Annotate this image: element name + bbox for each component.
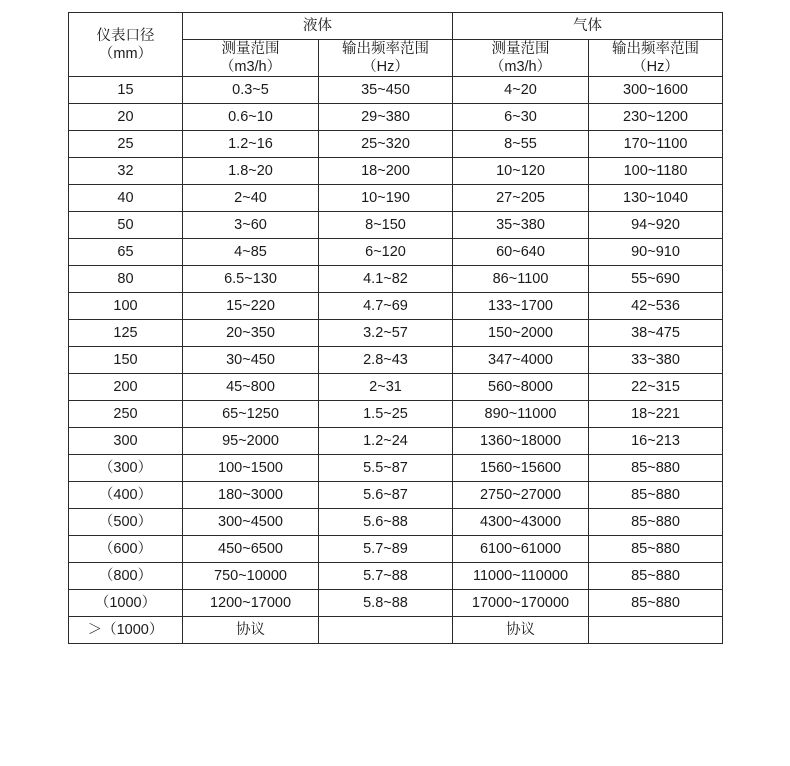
header-gas: 气体	[453, 13, 723, 40]
cell-gas-frequency: 94~920	[589, 212, 723, 239]
header-nominal-diameter-line1: 仪表口径	[96, 27, 155, 44]
cell-gas-frequency: 130~1040	[589, 185, 723, 212]
header-gas-frequency-range-line2: （Hz）	[632, 59, 679, 76]
cell-dn: 50	[69, 212, 183, 239]
table-row	[69, 482, 723, 509]
header-liquid-measuring-range-line2: （m3/h）	[219, 59, 282, 76]
cell-gas-frequency: 85~880	[589, 482, 723, 509]
cell-dn: 100	[69, 293, 183, 320]
cell-dn: 32	[69, 158, 183, 185]
cell-liquid-frequency: 1.2~24	[319, 428, 453, 455]
cell-liquid-range: 0.3~5	[183, 77, 319, 104]
cell-gas-frequency: 16~213	[589, 428, 723, 455]
header-liquid-frequency-range-line1: 输出频率范围	[342, 41, 429, 57]
cell-liquid-frequency: 10~190	[319, 185, 453, 212]
cell-dn: （1000）	[69, 590, 183, 617]
table-row	[69, 212, 723, 239]
cell-liquid-frequency	[319, 617, 453, 644]
cell-liquid-range: 95~2000	[183, 428, 319, 455]
cell-liquid-range: 1.2~16	[183, 131, 319, 158]
cell-gas-frequency: 85~880	[589, 509, 723, 536]
cell-gas-range: 1360~18000	[453, 428, 589, 455]
cell-liquid-range: 0.6~10	[183, 104, 319, 131]
cell-gas-frequency: 38~475	[589, 320, 723, 347]
table-row	[69, 374, 723, 401]
cell-liquid-range: 1200~17000	[183, 590, 319, 617]
cell-liquid-range: 30~450	[183, 347, 319, 374]
cell-gas-frequency: 33~380	[589, 347, 723, 374]
spec-table-container	[68, 12, 722, 644]
cell-gas-frequency: 22~315	[589, 374, 723, 401]
header-gas-frequency-range	[589, 40, 723, 77]
cell-gas-range: 27~205	[453, 185, 589, 212]
header-gas-measuring-range-line2: （m3/h）	[489, 59, 552, 76]
cell-liquid-range: 2~40	[183, 185, 319, 212]
table-row	[69, 77, 723, 104]
cell-gas-range: 347~4000	[453, 347, 589, 374]
cell-dn: ＞（1000）	[69, 617, 183, 644]
cell-gas-range: 133~1700	[453, 293, 589, 320]
cell-liquid-frequency: 8~150	[319, 212, 453, 239]
table-row	[69, 131, 723, 158]
cell-dn: （500）	[69, 509, 183, 536]
cell-liquid-range: 3~60	[183, 212, 319, 239]
cell-gas-range: 6100~61000	[453, 536, 589, 563]
cell-gas-frequency: 300~1600	[589, 77, 723, 104]
cell-gas-frequency: 170~1100	[589, 131, 723, 158]
header-liquid-measuring-range	[183, 40, 319, 77]
table-row	[69, 185, 723, 212]
cell-gas-frequency: 85~880	[589, 455, 723, 482]
cell-dn: 40	[69, 185, 183, 212]
cell-liquid-frequency: 6~120	[319, 239, 453, 266]
cell-gas-range: 2750~27000	[453, 482, 589, 509]
table-row	[69, 428, 723, 455]
header-nominal-diameter	[69, 13, 183, 77]
cell-liquid-range: 6.5~130	[183, 266, 319, 293]
cell-dn: 300	[69, 428, 183, 455]
cell-liquid-frequency: 2~31	[319, 374, 453, 401]
cell-liquid-range: 45~800	[183, 374, 319, 401]
header-gas-frequency-range-line1: 输出频率范围	[612, 41, 699, 57]
cell-gas-range: 4~20	[453, 77, 589, 104]
cell-liquid-frequency: 5.8~88	[319, 590, 453, 617]
cell-gas-frequency	[589, 617, 723, 644]
header-gas-measuring-range-line1: 测量范围	[491, 41, 550, 57]
cell-liquid-range: 20~350	[183, 320, 319, 347]
table-row	[69, 509, 723, 536]
table-row	[69, 590, 723, 617]
cell-liquid-frequency: 29~380	[319, 104, 453, 131]
cell-gas-range: 35~380	[453, 212, 589, 239]
cell-gas-range: 150~2000	[453, 320, 589, 347]
cell-gas-frequency: 85~880	[589, 563, 723, 590]
table-row	[69, 536, 723, 563]
table-body	[69, 77, 723, 644]
cell-gas-frequency: 100~1180	[589, 158, 723, 185]
header-gas-measuring-range	[453, 40, 589, 77]
table-head	[69, 13, 723, 77]
cell-liquid-range: 65~1250	[183, 401, 319, 428]
table-row	[69, 293, 723, 320]
cell-gas-range: 8~55	[453, 131, 589, 158]
cell-liquid-range: 15~220	[183, 293, 319, 320]
table-row	[69, 563, 723, 590]
cell-dn: 125	[69, 320, 183, 347]
cell-dn: （800）	[69, 563, 183, 590]
cell-dn: （400）	[69, 482, 183, 509]
cell-gas-range: 10~120	[453, 158, 589, 185]
cell-liquid-range: 750~10000	[183, 563, 319, 590]
cell-gas-frequency: 90~910	[589, 239, 723, 266]
cell-dn: 200	[69, 374, 183, 401]
cell-gas-range: 890~11000	[453, 401, 589, 428]
cell-dn: 150	[69, 347, 183, 374]
cell-gas-range: 4300~43000	[453, 509, 589, 536]
cell-gas-range: 60~640	[453, 239, 589, 266]
table-row	[69, 104, 723, 131]
cell-liquid-range: 100~1500	[183, 455, 319, 482]
cell-gas-range: 6~30	[453, 104, 589, 131]
cell-dn: （600）	[69, 536, 183, 563]
table-row	[69, 158, 723, 185]
cell-liquid-frequency: 25~320	[319, 131, 453, 158]
cell-liquid-frequency: 5.6~88	[319, 509, 453, 536]
cell-liquid-frequency: 4.7~69	[319, 293, 453, 320]
cell-liquid-range: 450~6500	[183, 536, 319, 563]
cell-gas-range: 86~1100	[453, 266, 589, 293]
cell-liquid-range: 4~85	[183, 239, 319, 266]
cell-gas-range: 11000~110000	[453, 563, 589, 590]
cell-liquid-range: 300~4500	[183, 509, 319, 536]
cell-gas-range: 1560~15600	[453, 455, 589, 482]
cell-gas-frequency: 55~690	[589, 266, 723, 293]
cell-liquid-frequency: 5.5~87	[319, 455, 453, 482]
table-row-agreement	[69, 617, 723, 644]
cell-gas-frequency: 230~1200	[589, 104, 723, 131]
cell-gas-range: 17000~170000	[453, 590, 589, 617]
cell-gas-frequency: 85~880	[589, 590, 723, 617]
header-liquid-frequency-range-line2: （Hz）	[362, 59, 409, 76]
flowmeter-spec-table	[68, 12, 723, 644]
cell-liquid-frequency: 5.6~87	[319, 482, 453, 509]
table-row	[69, 239, 723, 266]
cell-gas-frequency: 42~536	[589, 293, 723, 320]
cell-dn: 25	[69, 131, 183, 158]
cell-liquid-frequency: 2.8~43	[319, 347, 453, 374]
header-row-group	[69, 13, 723, 40]
cell-dn: （300）	[69, 455, 183, 482]
table-row	[69, 455, 723, 482]
cell-liquid-frequency: 3.2~57	[319, 320, 453, 347]
cell-liquid-frequency: 4.1~82	[319, 266, 453, 293]
cell-dn: 250	[69, 401, 183, 428]
cell-liquid-range: 协议	[183, 617, 319, 644]
table-row	[69, 347, 723, 374]
cell-dn: 20	[69, 104, 183, 131]
header-liquid: 液体	[183, 13, 453, 40]
header-liquid-frequency-range	[319, 40, 453, 77]
cell-liquid-range: 180~3000	[183, 482, 319, 509]
header-nominal-diameter-line2: （mm）	[98, 45, 153, 62]
cell-gas-frequency: 85~880	[589, 536, 723, 563]
cell-gas-range: 560~8000	[453, 374, 589, 401]
cell-dn: 80	[69, 266, 183, 293]
cell-liquid-frequency: 5.7~89	[319, 536, 453, 563]
table-row	[69, 401, 723, 428]
table-row	[69, 266, 723, 293]
table-row	[69, 320, 723, 347]
cell-liquid-frequency: 5.7~88	[319, 563, 453, 590]
cell-liquid-frequency: 35~450	[319, 77, 453, 104]
cell-gas-range: 协议	[453, 617, 589, 644]
cell-dn: 65	[69, 239, 183, 266]
cell-liquid-frequency: 18~200	[319, 158, 453, 185]
cell-liquid-frequency: 1.5~25	[319, 401, 453, 428]
cell-gas-frequency: 18~221	[589, 401, 723, 428]
cell-dn: 15	[69, 77, 183, 104]
cell-liquid-range: 1.8~20	[183, 158, 319, 185]
header-liquid-measuring-range-line1: 测量范围	[221, 41, 280, 57]
